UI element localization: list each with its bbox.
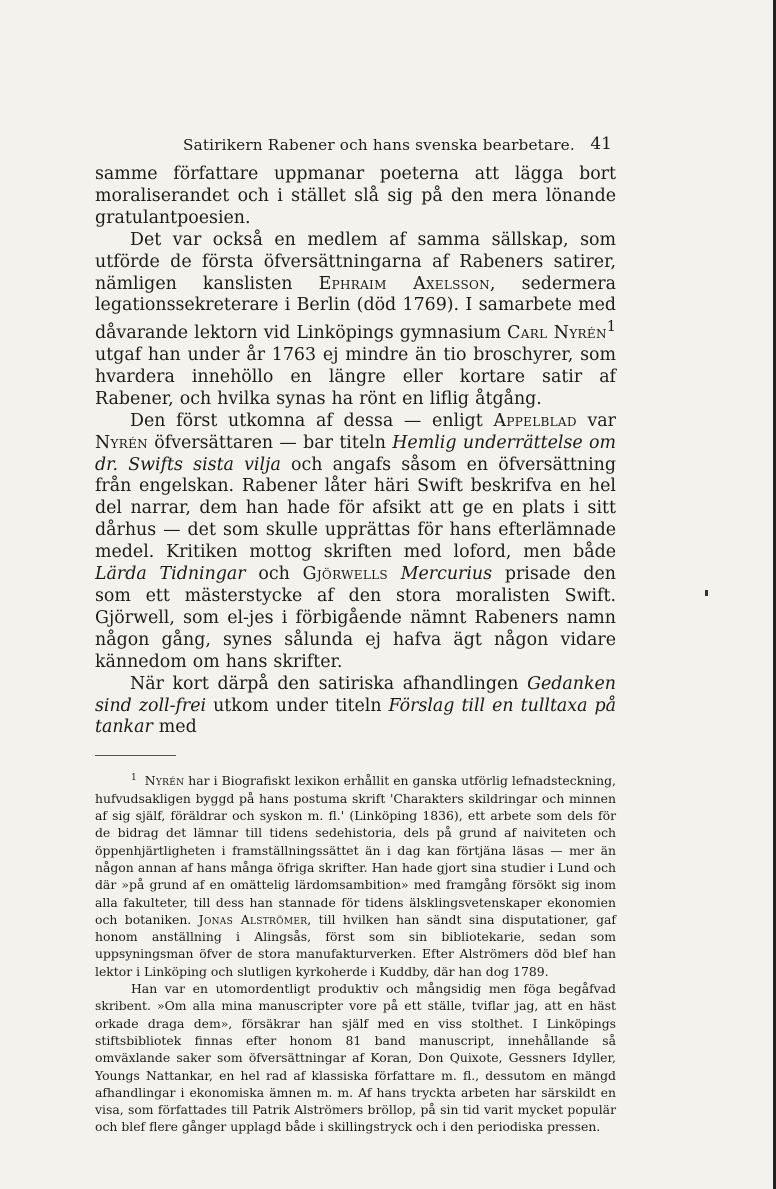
footnotes <box>95 770 616 1135</box>
p3-text-d: och angafs såsom en öfversättning från engelskan. Rabener låter häri Swift beskrifva en hel del narrar, dem han hade för afsikt att ge en plats i sitt dårhus — det som skulle upprättas för hans efterlämnade medel. Kritiken mottog skriften med loford, men både <box>95 454 616 563</box>
p2-text-b: , sedermera legationssekreterare i Berlin (död 1769). I samarbete med dåvarande lektorn vid Linköpings gymnasium <box>95 273 616 344</box>
body-text <box>95 164 616 739</box>
person-name: Nyrén <box>95 432 148 453</box>
footnote-1 <box>95 770 616 980</box>
work-title: Förslag till en tulltaxa på tankar <box>95 695 616 738</box>
paragraph-4 <box>95 674 616 740</box>
fn1-text-a: har i Biografiskt lexikon erhållit en ganska utförlig lefnadsteckning, hufvudsakligen byggd på hans postuma skrift 'Charakters skildringar och minnen af sig själf, föräldrar och syskon m. fl.' (Linköping 1836), ett arbete som dels för de bidrag det lämnar till tidens sedehistoria, dels på grund af naiviteten och öppenhjärtligheten i framställningssättet än i dag kan förtjäna läsas — mer än någon annan af hans många öfriga skrifter. Han hade gjort sina studier i Lund och där »på grund af en omättelig lärdomsambition» med framgång försökt sig inom alla fakulteter, till dess han stannade för tidens älsklingsvetenskaper ekonomien och botaniken. <box>95 773 616 927</box>
p4-text-c: med <box>152 717 197 738</box>
p3-text-f <box>388 564 401 584</box>
person-name: Nyrén <box>144 773 185 789</box>
footnote-ref: 1 <box>606 319 616 336</box>
p3-text-g: prisade den som ett mästerstycke af den stora moralisten Swift. Gjörwell, som el-jes i förbigående nämnt Rabeners namn någon gång, synes sålunda ej hafva ägt någon vidare kännedom om hans skrifter. <box>95 564 617 672</box>
paragraph-3 <box>95 411 616 674</box>
person-name: Appelblad <box>493 410 577 431</box>
p3-text-c: öfversättaren — bar titeln <box>147 432 393 453</box>
p2-text-c: utgaf han under år 1763 ej mindre än tio broschyrer, som hvardera innehöllo en längre eller kortare satir af Rabener, och hvilka synas ha rönt en liflig åtgång. <box>95 345 616 409</box>
footnote-1-continued: Han var en utomordentligt produktiv och mångsidig men föga begåfvad skribent. »Om alla mina manuscripter vore på ett ställe, tviflar jag, att en häst orkade draga dem», försäkrar han själf med en viss stolthet. I Linköpings stiftsbibliotek finnas efter honom 81 band manuscript, innehållande så omväxlande saker som öfversättningar af Koran, Don Quixote, Gessners Idyller, Youngs Nattankar, en hel rad af klassiska författare m. fl., dessutom en mängd afhandlingar i ekonomiska ämnen m. m. Af hans tryckta arbeten har särskildt en visa, som författades till Patrik Alströmers bröllop, på sin tid varit mycket populär och blef flere gånger upplagd både i skillingstryck och i den periodiska pressen. <box>95 981 616 1135</box>
work-title: Hemlig underrättelse om dr. Swifts sista vilja <box>95 432 616 475</box>
running-head <box>95 128 616 164</box>
work-title: Mercurius <box>400 564 493 585</box>
p2-text-a: Det var också en medlem af samma sällskap, som utförde de första öfversättningarna af Rabeners satirer, nämligen kanslisten <box>95 229 616 294</box>
running-title: Satirikern Rabener och hans svenska bearbetare. <box>183 136 575 154</box>
person-name: Jonas Alströmer <box>198 911 308 927</box>
person-name: Ephraim Axelsson <box>318 273 490 294</box>
footnote-mark: 1 <box>131 773 137 784</box>
p4-text-b: utkom under titeln <box>206 695 389 716</box>
p3-text-b: var <box>576 410 616 431</box>
p3-text-e: och <box>245 564 303 585</box>
person-name: Carl Nyrén <box>507 323 607 344</box>
person-name: Gjörwells <box>302 564 388 585</box>
p4-text-a: När kort därpå den satiriska afhandlingen <box>130 673 528 694</box>
fn1-text-b: , till hvilken han sändt sina disputationer, gaf honom anställning i Alingsås, först som sin bibliotekarie, sedan som uppsyningsman öfver de stora manufakturverken. Efter Alströmers död blef han lektor i Linköping och slutligen kyrkoherde i Kuddby, där han dog 1789. <box>95 911 617 979</box>
p3-text-a: Den först utkomna af dessa — enligt <box>130 410 494 431</box>
work-title: Lärda Tidningar <box>95 564 246 585</box>
paragraph-2 <box>95 230 616 411</box>
stray-mark <box>705 590 708 596</box>
page <box>95 128 616 1136</box>
footnote-rule <box>95 755 176 756</box>
work-title: Gedanken sind zoll-frei <box>95 673 616 716</box>
page-number: 41 <box>590 134 612 154</box>
paragraph-1: samme författare uppmanar poeterna att lägga bort moraliserandet och i stället slå sig på den mera lönande gratulantpoesien. <box>95 164 616 228</box>
